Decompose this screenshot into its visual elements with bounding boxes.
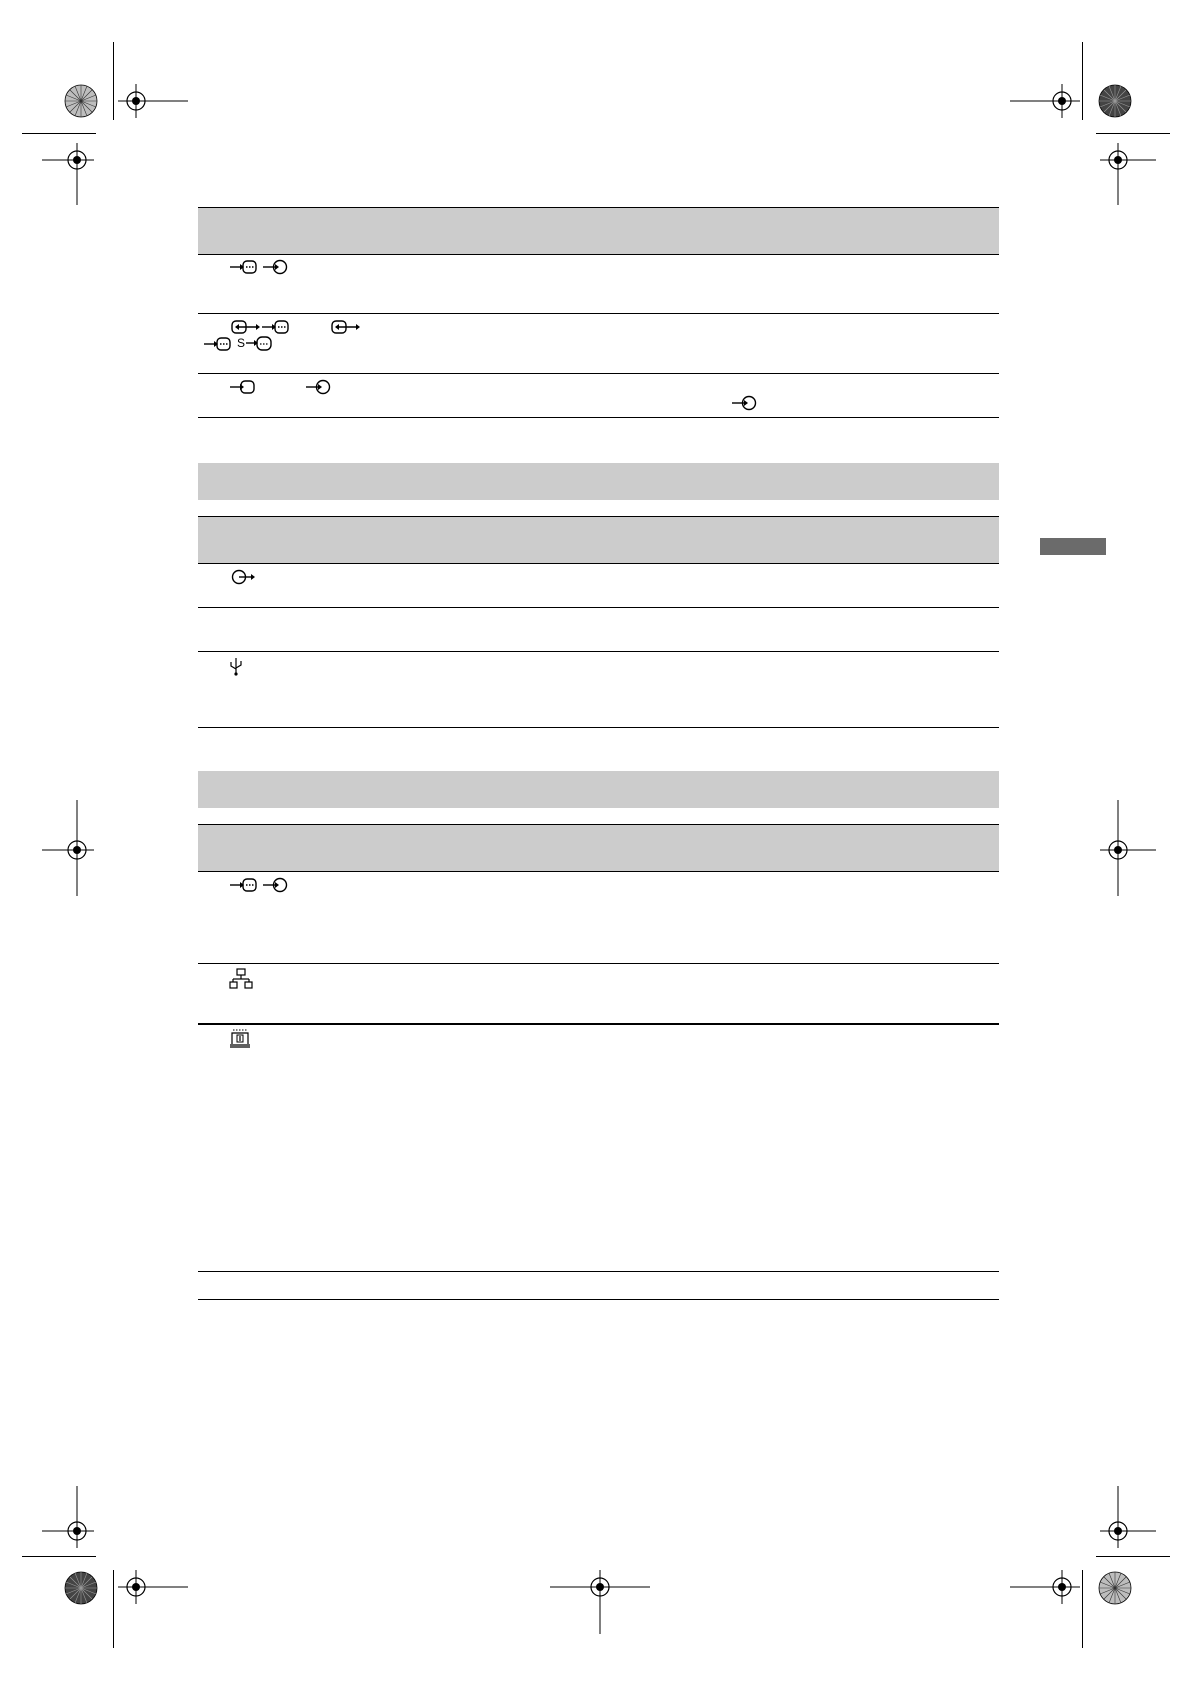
input-icon xyxy=(306,379,332,395)
row-divider xyxy=(198,1023,999,1025)
crop-line xyxy=(1096,1556,1170,1557)
registration-target-icon xyxy=(1100,800,1156,896)
svg-text:S: S xyxy=(237,336,246,350)
row-divider xyxy=(198,313,999,314)
video-input-icon xyxy=(230,877,258,893)
row-divider xyxy=(198,417,999,418)
registration-target-icon xyxy=(550,1570,650,1634)
crop-line xyxy=(22,1556,96,1557)
registration-target-icon xyxy=(42,800,94,896)
registration-target-icon xyxy=(1100,143,1156,205)
starburst-light-icon xyxy=(1098,1571,1132,1605)
row-divider xyxy=(198,727,999,728)
registration-target-icon xyxy=(42,143,94,205)
registration-target-icon xyxy=(1010,1570,1080,1604)
bidirectional-icon xyxy=(330,319,360,335)
registration-target-icon xyxy=(1100,1486,1156,1548)
table-header xyxy=(198,516,999,564)
video-input-icon xyxy=(262,319,290,335)
registration-target-icon xyxy=(118,1570,188,1604)
starburst-dark-icon xyxy=(64,1571,98,1605)
registration-target-icon xyxy=(1010,84,1080,118)
table-header xyxy=(198,824,999,872)
crop-line xyxy=(1082,42,1083,120)
row-divider xyxy=(198,651,999,652)
video-in-icon xyxy=(230,379,256,395)
table-header xyxy=(198,207,999,255)
input-icon xyxy=(732,395,758,411)
bidirectional-icon xyxy=(230,319,260,335)
starburst-dark-icon xyxy=(1098,84,1132,118)
crop-line xyxy=(22,133,96,134)
input-icon xyxy=(263,877,289,893)
input-icon xyxy=(263,259,289,275)
video-input-icon xyxy=(230,259,258,275)
crop-line xyxy=(113,1570,114,1648)
crop-line xyxy=(113,42,114,120)
section-tab-marker xyxy=(1040,538,1106,555)
row-divider xyxy=(198,373,999,374)
crop-line xyxy=(1082,1570,1083,1648)
lan-icon xyxy=(229,968,253,990)
registration-target-icon xyxy=(118,84,188,118)
usb-icon xyxy=(230,658,242,676)
crop-line xyxy=(1096,133,1170,134)
registration-target-icon xyxy=(42,1486,94,1548)
starburst-light-icon xyxy=(64,84,98,118)
section-band xyxy=(198,463,999,500)
row-divider xyxy=(198,1271,999,1272)
table-bottom-rule xyxy=(198,1299,999,1300)
row-divider xyxy=(198,963,999,964)
section-band xyxy=(198,771,999,808)
s-video-input-icon xyxy=(237,335,273,352)
card-slot-icon xyxy=(229,1028,251,1048)
output-icon xyxy=(231,569,255,585)
row-divider xyxy=(198,607,999,608)
video-input-icon xyxy=(204,336,232,352)
